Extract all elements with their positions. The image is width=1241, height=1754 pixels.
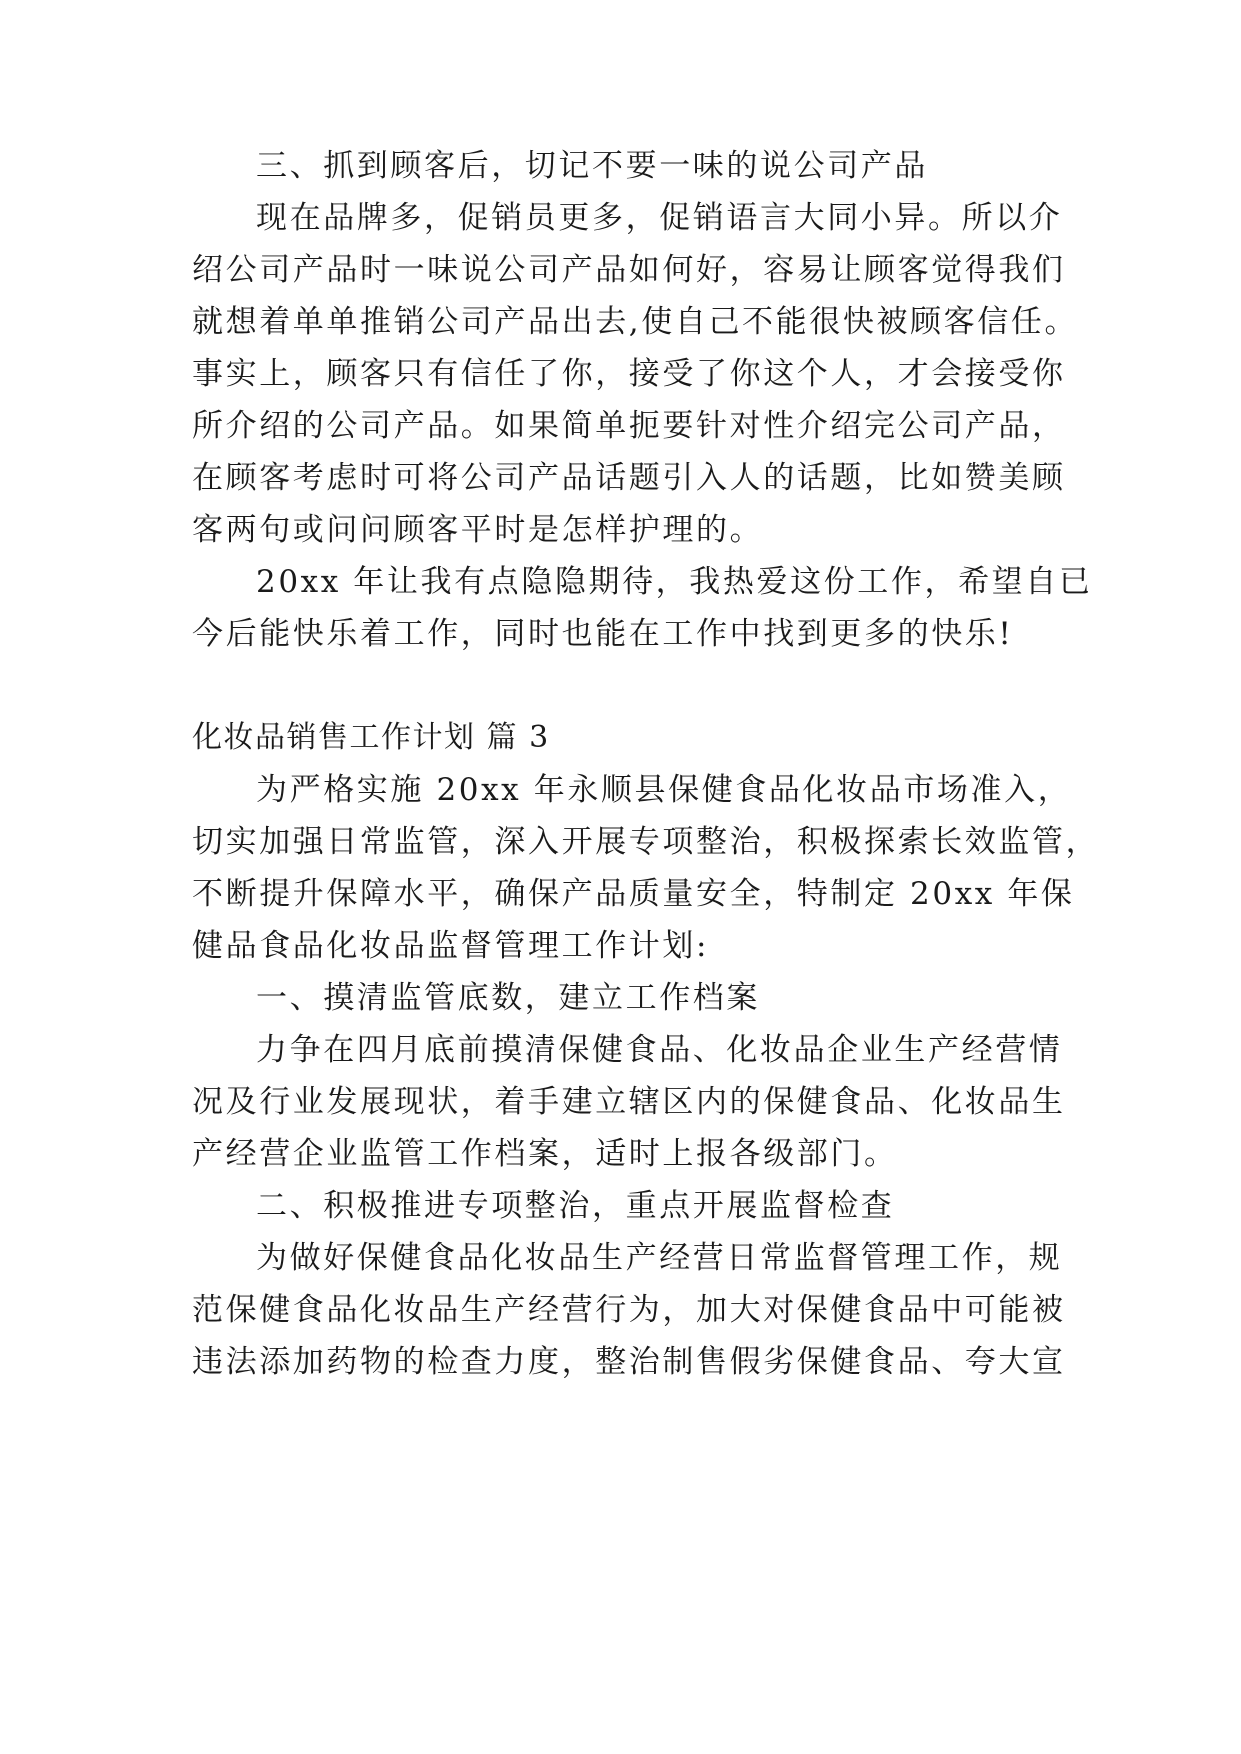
paragraph-line: 违法添加药物的检查力度，整治制售假劣保健食品、夸大宣 bbox=[192, 1344, 1066, 1380]
paragraph-line: 为做好保健食品化妆品生产经营日常监督管理工作，规 bbox=[256, 1240, 1063, 1276]
paragraph-line: 20xx 年让我有点隐隐期待，我热爱这份工作，希望自已 bbox=[256, 564, 1093, 600]
section-title: 化妆品销售工作计划 篇 3 bbox=[192, 720, 550, 755]
paragraph-line: 今后能快乐着工作，同时也能在工作中找到更多的快乐! bbox=[192, 616, 1014, 652]
paragraph-line: 健品食品化妆品监督管理工作计划: bbox=[192, 928, 710, 964]
paragraph-line: 况及行业发展现状，着手建立辖区内的保健食品、化妆品生 bbox=[192, 1084, 1066, 1120]
paragraph-line: 切实加强日常监管，深入开展专项整治，积极探索长效监管， bbox=[192, 824, 1100, 860]
paragraph-line: 在顾客考虑时可将公司产品话题引入人的话题，比如赞美顾 bbox=[192, 460, 1066, 496]
paragraph-line: 不断提升保障水平，确保产品质量安全，特制定 20xx 年保 bbox=[192, 876, 1075, 912]
paragraph-line: 客两句或问问顾客平时是怎样护理的。 bbox=[192, 512, 764, 548]
paragraph-line: 力争在四月底前摸清保健食品、化妆品企业生产经营情 bbox=[256, 1032, 1063, 1068]
paragraph-line: 绍公司产品时一味说公司产品如何好，容易让顾客觉得我们 bbox=[192, 252, 1066, 288]
section-heading-3: 三、抓到顾客后，切记不要一味的说公司产品 bbox=[256, 148, 928, 184]
section-heading-1: 一、摸清监管底数，建立工作档案 bbox=[256, 980, 760, 1016]
paragraph-line: 范保健食品化妆品生产经营行为，加大对保健食品中可能被 bbox=[192, 1292, 1066, 1328]
paragraph-line: 所介绍的公司产品。如果简单扼要针对性介绍完公司产品， bbox=[192, 408, 1066, 444]
section-heading-2: 二、积极推进专项整治，重点开展监督检查 bbox=[256, 1188, 895, 1224]
paragraph-line: 为严格实施 20xx 年永顺县保健食品化妆品市场准入， bbox=[256, 772, 1072, 808]
paragraph-line: 事实上，顾客只有信任了你，接受了你这个人，才会接受你 bbox=[192, 356, 1066, 392]
paragraph-line: 产经营企业监管工作档案，适时上报各级部门。 bbox=[192, 1136, 898, 1172]
paragraph-line: 就想着单单推销公司产品出去,使自己不能很快被顾客信任。 bbox=[192, 304, 1079, 340]
paragraph-line: 现在品牌多，促销员更多，促销语言大同小异。所以介 bbox=[256, 200, 1063, 236]
